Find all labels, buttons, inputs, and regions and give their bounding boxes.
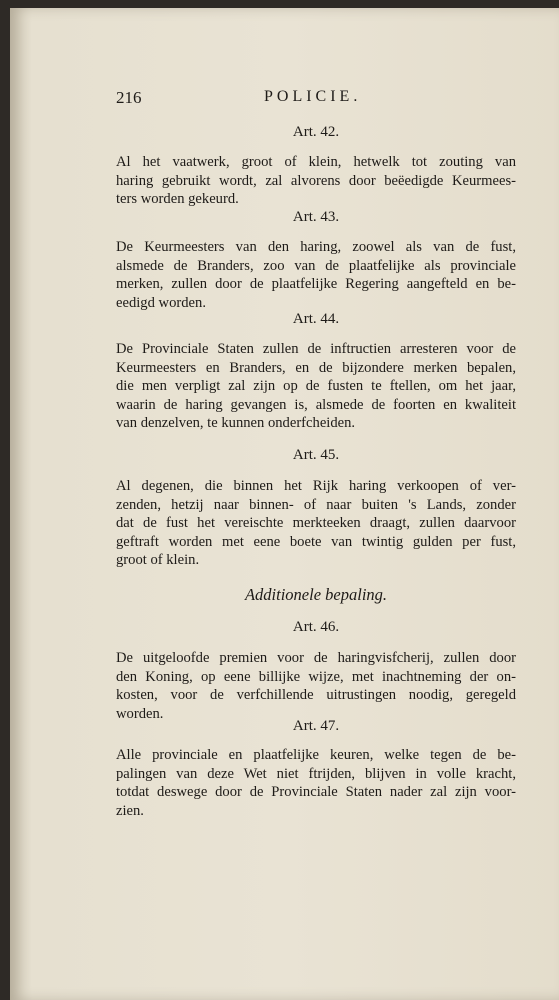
article-44-line-2: Keurmeesters en Branders, en de bijzondere merken bepalen, bbox=[116, 359, 516, 376]
article-43-text bbox=[116, 238, 516, 312]
article-42-line-3: ters worden gekeurd. bbox=[116, 191, 239, 207]
article-43-line-4: eedigd worden. bbox=[116, 294, 206, 311]
article-45-line-3: dat de fust het vereischte merkteeken draagt, zullen daarvoor bbox=[116, 515, 516, 531]
article-43-line-1: De Keurmeesters van den haring, zoowel als van de fust, bbox=[116, 239, 516, 255]
article-43-line-2: alsmede de Branders, zoo van de plaatfelijke als provinciale bbox=[116, 257, 516, 274]
article-44-text bbox=[116, 340, 516, 433]
article-46-line-2: den Koning, op eene billijke wijze, met inachtneming der on- bbox=[116, 668, 516, 685]
page-number: 216 bbox=[116, 88, 142, 107]
article-42-line-2: haring gebruikt wordt, zal alvorens door beëedigde Keurmees- bbox=[116, 172, 516, 189]
article-44-line-1: De Provinciale Staten zullen de inftructien arresteren voor de bbox=[116, 341, 516, 357]
article-45-line-5: groot of klein. bbox=[116, 552, 200, 568]
article-47-line-3: totdat deswege door de Provinciale Staten nader zal zijn voor- bbox=[116, 784, 516, 800]
article-45-line-2: zenden, hetzij naar binnen- of naar buiten 's Lands, zonder bbox=[116, 496, 516, 513]
article-47-text bbox=[116, 746, 516, 820]
article-43-line-3: merken, zullen door de plaatfelijke Regering aangefteld en be- bbox=[116, 276, 516, 292]
article-47-heading: Art. 47. bbox=[292, 718, 340, 734]
article-46-text bbox=[116, 649, 516, 723]
article-47-line-4: zien. bbox=[116, 802, 144, 819]
article-42-heading: Art. 42. bbox=[292, 124, 340, 140]
article-42-line-1: Al het vaatwerk, groot of klein, hetwelk tot zouting van bbox=[116, 154, 516, 170]
article-46-line-3: kosten, voor de verfchillende uitrustingen noodig, geregeld bbox=[116, 687, 516, 703]
article-46-line-1: De uitgeloofde premien voor de haringvisfcherij, zullen door bbox=[116, 650, 516, 666]
article-44-line-4: waarin de haring gevangen is, alsmede de foorten en kwaliteit bbox=[116, 396, 516, 413]
article-44-line-3: die men verpligt zal zijn op de fusten te ftellen, om het jaar, bbox=[116, 378, 516, 394]
article-47-line-1: Alle provinciale en plaatfelijke keuren, welke tegen de be- bbox=[116, 747, 516, 763]
article-44-line-5: van denzelven, te kunnen onderfcheiden. bbox=[116, 415, 356, 431]
article-44-heading: Art. 44. bbox=[292, 311, 340, 327]
article-45-line-1: Al degenen, die binnen het Rijk haring verkoopen of ver- bbox=[116, 478, 516, 494]
article-47-line-2: palingen van deze Wet niet ftrijden, blijven in volle kracht, bbox=[116, 765, 516, 782]
article-45-heading: Art. 45. bbox=[292, 447, 340, 463]
article-43-heading: Art. 43. bbox=[292, 209, 340, 225]
article-45-text bbox=[116, 477, 516, 570]
article-46-line-4: worden. bbox=[116, 705, 164, 722]
running-title: POLICIE. bbox=[264, 88, 362, 105]
article-45-line-4: geftraft worden met eene boete van twintig gulden per fust, bbox=[116, 533, 516, 550]
article-46-heading: Art. 46. bbox=[292, 619, 340, 635]
additional-provision-heading: Additionele bepaling. bbox=[244, 585, 388, 604]
article-42-text bbox=[116, 153, 516, 209]
